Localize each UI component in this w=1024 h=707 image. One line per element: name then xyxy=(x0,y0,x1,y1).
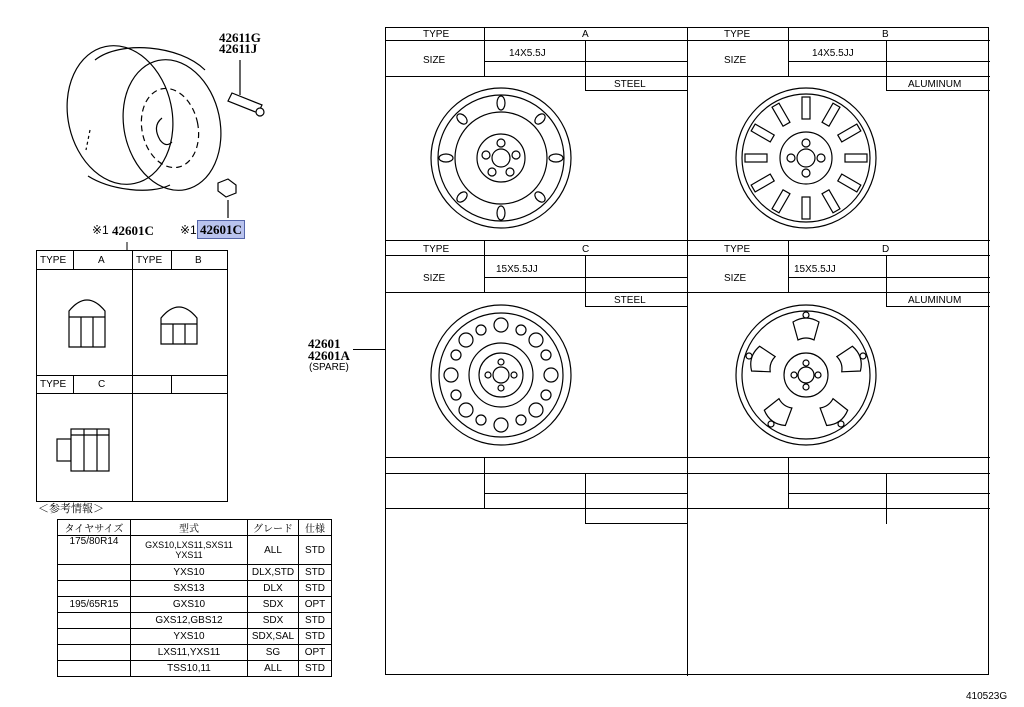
part-number-nut-left[interactable]: 42601C xyxy=(112,223,154,238)
ref-cell: STD xyxy=(299,565,332,581)
nut-type-c-drawing xyxy=(51,421,121,481)
ref-cell: STD xyxy=(299,536,332,565)
reference-table xyxy=(57,519,332,677)
ref-cell: YXS10 xyxy=(131,565,248,581)
table-row xyxy=(58,613,332,629)
wheel-size-a: 14X5.5J xyxy=(509,48,546,59)
ref-cell: 175/80R14 xyxy=(58,536,131,565)
nut-type-c: C xyxy=(98,379,106,390)
ref-cell: STD xyxy=(299,581,332,597)
ref-cell xyxy=(58,629,131,645)
ref-cell xyxy=(58,613,131,629)
nut-type-label: TYPE xyxy=(40,255,67,266)
wheel-c-drawing xyxy=(426,300,576,450)
wheel-size-label: SIZE xyxy=(423,273,446,284)
wheel-type-label: TYPE xyxy=(423,29,450,40)
wheel-type-b: B xyxy=(882,29,889,40)
ref-cell: STD xyxy=(299,661,332,677)
ref-cell: STD xyxy=(299,613,332,629)
nut-type-table xyxy=(36,250,228,502)
ref-cell: YXS10 xyxy=(131,629,248,645)
nut-type-label: TYPE xyxy=(40,379,67,390)
table-row xyxy=(58,597,332,613)
nut-type-b: B xyxy=(195,255,202,266)
part-number-valve-a[interactable]: 42611G xyxy=(219,30,261,45)
table-row xyxy=(58,629,332,645)
spare-label: (SPARE) xyxy=(309,362,349,373)
ref-cell: STD xyxy=(299,629,332,645)
ref-cell: SDX xyxy=(248,613,299,629)
ref-cell: SDX,SAL xyxy=(248,629,299,645)
ref-cell: ALL xyxy=(248,661,299,677)
ref-cell: GXS10,LXS11,SXS11 YXS11 xyxy=(131,536,248,565)
ref-cell xyxy=(58,661,131,677)
wheel-a-drawing xyxy=(426,83,576,233)
nut-drawing xyxy=(218,179,236,218)
wheel-size-c: 15X5.5JJ xyxy=(496,264,538,275)
ref-cell: SG xyxy=(248,645,299,661)
ref-cell: SXS13 xyxy=(131,581,248,597)
wheel-size-b: 14X5.5JJ xyxy=(812,48,854,59)
nut-type-a-drawing xyxy=(57,291,117,356)
nut-type-b-drawing xyxy=(149,296,209,356)
ref-cell: OPT xyxy=(299,645,332,661)
ref-cell: 195/65R15 xyxy=(58,597,131,613)
note-mark: ※1 xyxy=(180,223,197,237)
ref-cell: LXS11,YXS11 xyxy=(131,645,248,661)
ref-header-tire-size: タイヤサイズ xyxy=(58,520,131,536)
reference-title: ＜参考情報＞ xyxy=(38,503,104,515)
part-number-nut-highlighted[interactable]: 42601C xyxy=(200,222,242,237)
wheel-type-a: A xyxy=(582,29,589,40)
wheel-material-c: STEEL xyxy=(614,295,646,306)
wheel-material-b: ALUMINUM xyxy=(908,79,962,90)
note-mark: ※1 xyxy=(92,223,109,237)
wheel-size-label: SIZE xyxy=(724,55,747,66)
wheel-size-label: SIZE xyxy=(423,55,446,66)
wheel-b-drawing xyxy=(731,83,881,233)
part-number-wheel-b[interactable]: 42601A xyxy=(308,348,350,363)
ref-cell: TSS10,11 xyxy=(131,661,248,677)
wheel-d-drawing xyxy=(731,300,881,450)
ref-cell xyxy=(58,645,131,661)
ref-cell: ALL xyxy=(248,536,299,565)
ref-cell: SDX xyxy=(248,597,299,613)
diagram-code: 410523G xyxy=(966,691,1008,702)
table-row xyxy=(58,536,332,565)
ref-header-model: 型式 xyxy=(131,520,248,536)
table-row xyxy=(58,565,332,581)
nut-type-a: A xyxy=(98,255,105,266)
wheel-type-c: C xyxy=(582,244,590,255)
ref-cell: GXS10 xyxy=(131,597,248,613)
ref-cell xyxy=(58,581,131,597)
tire-drawing xyxy=(55,36,233,200)
part-number-wheel-a[interactable]: 42601 xyxy=(308,336,341,351)
ref-cell: OPT xyxy=(299,597,332,613)
ref-header-grade: グレード xyxy=(248,520,299,536)
wheel-type-label: TYPE xyxy=(724,29,751,40)
ref-cell xyxy=(58,565,131,581)
wheel-type-table xyxy=(385,27,989,675)
valve-stem-drawing xyxy=(228,60,264,116)
leader-line xyxy=(353,349,385,350)
table-row xyxy=(58,581,332,597)
wheel-material-d: ALUMINUM xyxy=(908,295,962,306)
ref-cell: DLX xyxy=(248,581,299,597)
wheel-type-d: D xyxy=(882,244,890,255)
tire-assembly-drawing xyxy=(0,0,380,250)
wheel-size-d: 15X5.5JJ xyxy=(794,264,836,275)
wheel-type-label: TYPE xyxy=(724,244,751,255)
ref-cell: DLX,STD xyxy=(248,565,299,581)
nut-type-label: TYPE xyxy=(136,255,163,266)
ref-cell: GXS12,GBS12 xyxy=(131,613,248,629)
wheel-material-a: STEEL xyxy=(614,79,646,90)
wheel-size-label: SIZE xyxy=(724,273,747,284)
wheel-type-label: TYPE xyxy=(423,244,450,255)
ref-header-spec: 仕様 xyxy=(299,520,332,536)
table-row xyxy=(58,661,332,677)
table-row xyxy=(58,645,332,661)
part-number-valve-b[interactable]: 42611J xyxy=(219,41,258,56)
